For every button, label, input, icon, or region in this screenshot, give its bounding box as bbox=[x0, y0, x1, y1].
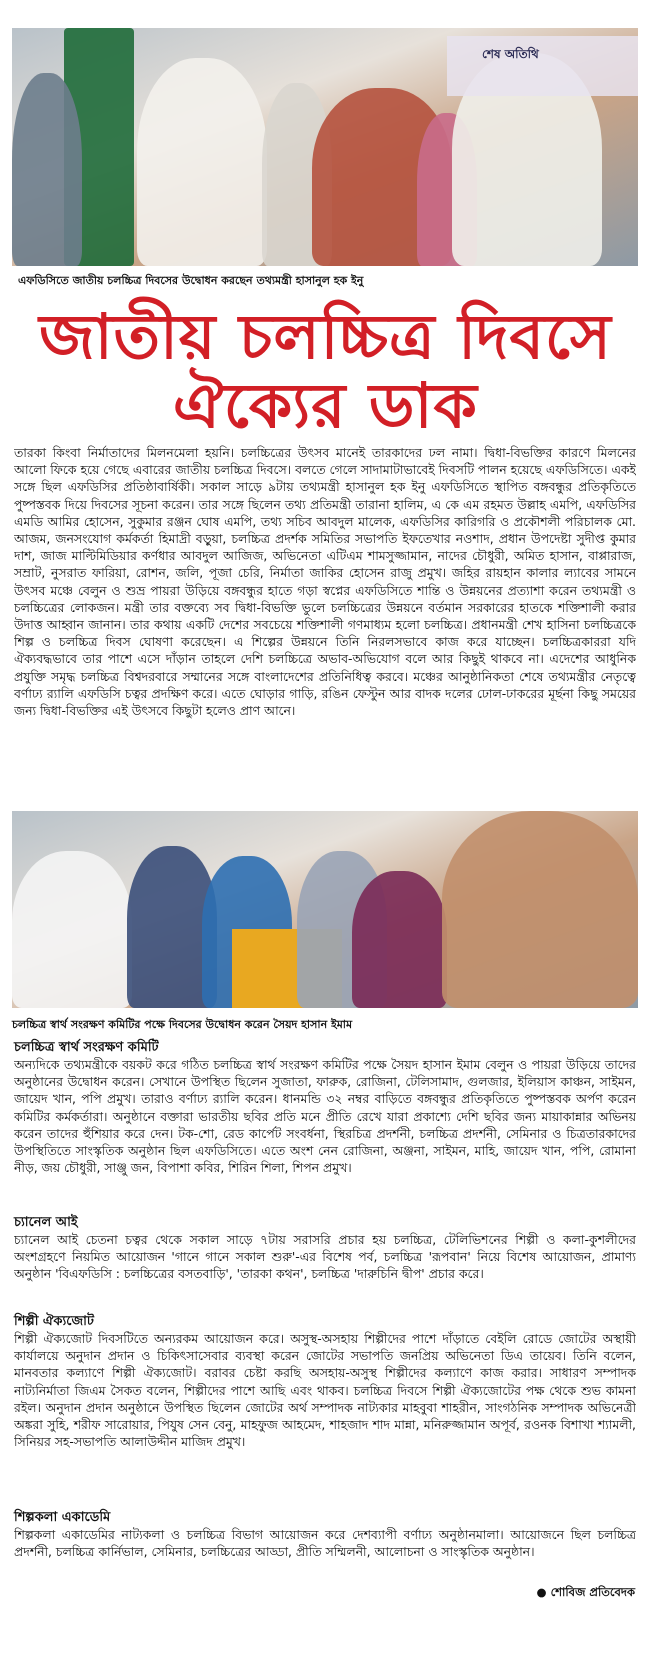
main-article-body: তারকা কিংবা নির্মাতাদের মিলনমেলা হয়নি। চলচ্চিত্রের উৎসব মানেই তারকাদের ঢল নামা। দ্বিধা-বিভক্তির কারণে মিলনের আলো ফিকে হয়ে গেছে এবারের জাতীয় চলচ্চিত্র দিবসে। বলতে গেলে সাদামাটাভাবেই দিবসটি পালন হয়েছে এফডিসিতে। একই সঙ্গে ছিল এফডিসির প্রতিষ্ঠাবার্ষিকী। সকাল সাড়ে ৯টায় তথ্যমন্ত্রী হাসানুল হক ইনু এফডিসিতে স্থাপিত বঙ্গবন্ধুর প্রতিকৃতিতে পুষ্পস্তবক দিয়ে দিবসের সূচনা করেন। তার সঙ্গে ছিলেন তথ্য প্রতিমন্ত্রী তারানা হালিম, এ কে এম রহমত উল্লাহ এমপি, এফডিসির এমডি আমির হোসেন, সুকুমার রঞ্জন ঘোষ এমপি, তথ্য সচিব আবদুল মালেক, এফডিসির কারিগরি ও প্রকৌশলী পরিচালক মো. আজম, জনসংযোগ কর্মকর্তা হিমাদ্রী বড়ুয়া, চলচ্চিত্র প্রদর্শক সমিতির সভাপতি ইফতেখার নওশাদ, প্রধান উপদেষ্টা সুদীপ্ত কুমার দাশ, জাজ মাল্টিমিডিয়ার কর্ণধার আবদুল আজিজ, অভিনেতা এটিএম শামসুজ্জামান, নাদের চৌধুরী, অমিত হাসান, বাপ্পারাজ, সম্রাট, নুসরাত ফারিয়া, রোশন, জলি, পূজা চেরি, নির্মাতা জাকির হোসেন রাজু প্রমুখ। জহির রায়হান কালার ল্যাবের সামনে উৎসব মঞ্চে বেলুন ও শুভ্র পায়রা উড়িয়ে বঙ্গবন্ধুর হাতে গড়া স্বপ্নের এফডিসিতে শান্তি ও উন্নয়নের প্রত্যাশা করেন তথ্যমন্ত্রী ও চলচ্চিত্রের লোকজন। মন্ত্রী তার বক্তব্যে সব দ্বিধা-বিভক্তি ভুলে চলচ্চিত্রের উন্নয়নে বর্তমান সরকারের হাতকে শক্তিশালী করার উদাত্ত আহ্বান জানান। তার কথায় একটি দেশের সবচেয়ে শক্তিশালী গণমাধ্যম হলো চলচ্চিত্র। প্রধানমন্ত্রী শেখ হাসিনা চলচ্চিত্রকে শিল্প ও চলচ্চিত্র দিবস ঘোষণা করেছেন। এ শিল্পের উন্নয়নে তিনি নিরলসভাবে কাজ করে যাচ্ছেন। চলচ্চিত্রকাররা যদি ঐক্যবদ্ধভাবে তার পাশে এসে দাঁড়ান তাহলে দেশি চলচ্চিত্রে অভাব-অভিযোগ বলে আর কিছুই থাকবে না। এদেশের আধুনিক প্রযুক্তি সমৃদ্ধ চলচ্চিত্র বিশ্বদরবারে সম্মানের সঙ্গে বাংলাদেশের প্রতিনিধিত্ব করবে। মঞ্চের আনুষ্ঠানিকতা শেষে তথ্যমন্ত্রীর নেতৃত্বে বর্ণাঢ্য র‍্যালি এফডিসি চত্বর প্রদক্ষিণ করে। এতে ঘোড়ার গাড়ি, রঙিন ফেস্টুন আর বাদক দলের ঢোল-ঢাকরের মূর্ছনা কিছু সময়ের জন্য দ্বিধা-বিভক্তির এই উৎসবে কিছুটা হলেও প্রাণ আনে। bbox=[14, 445, 636, 719]
section-body-channel-i: চ্যানেল আই চেতনা চত্বর থেকে সকাল সাড়ে ৭টায় সরাসরি প্রচার হয় চলচ্চিত্র, টেলিভিশনের শিল্পী ও কলা-কুশলীদের অংশগ্রহণে নিয়মিত আয়োজন 'গানে গানে সকাল শুরু'-এর বিশেষ পর্ব, চলচ্চিত্র 'রূপবান' নিয়ে বিশেষ আয়োজন, প্রামাণ্য অনুষ্ঠান 'বিএফডিসি : চলচ্চিত্রের বসতবাড়ি', 'তারকা কথন', চলচ্চিত্র 'দারুচিনি দ্বীপ' প্রচার করে। bbox=[14, 1232, 636, 1282]
top-photo-caption: এফডিসিতে জাতীয় চলচ্চিত্র দিবসের উদ্বোধন করছেন তথ্যমন্ত্রী হাসানুল হক ইনু bbox=[18, 274, 364, 287]
headline-line-2: ঐক্যের ডাক bbox=[173, 369, 478, 442]
section-title-shilpakala: শিল্পকলা একাডেমি bbox=[14, 1510, 111, 1525]
headline-line-1: জাতীয় চলচ্চিত্র দিবসে bbox=[39, 300, 612, 373]
section-title-committee: চলচ্চিত্র স্বার্থ সংরক্ষণ কমিটি bbox=[14, 1040, 159, 1055]
photo-banner-text: শেষ অতিথি bbox=[482, 47, 539, 61]
middle-photo-caption: চলচ্চিত্র স্বার্থ সংরক্ষণ কমিটির পক্ষে দিবসের উদ্বোধন করেন সৈয়দ হাসান ইমাম bbox=[12, 1018, 353, 1031]
section-title-shilpi-oikkojot: শিল্পী ঐক্যজোট bbox=[14, 1314, 94, 1329]
section-body-shilpi-oikkojot: শিল্পী ঐক্যজোট দিবসটিতে অন্যরকম আয়োজন করে। অসুস্থ-অসহায় শিল্পীদের পাশে দাঁড়াতে বেইলি রোডে জোটের অস্থায়ী কার্যালয়ে অনুদান প্রদান ও চিকিৎসাসেবার ব্যবস্থা করেন জোটের সভাপতি জনপ্রিয় অভিনেতা ডিএ তায়েব। তিনি বলেন, মানবতার কল্যাণে শিল্পী ঐক্যজোট। বরাবর চেষ্টা করছি অসহায়-অসুস্থ শিল্পীদের কল্যাণে কাজ করার। সাধারণ সম্পাদক নাট্যনির্মাতা জিএম সৈকত বলেন, শিল্পীদের পাশে আছি এবং থাকব। চলচ্চিত্র দিবসে শিল্পী ঐক্যজোটের পক্ষ থেকে শুভ কামনা রইল। অনুদান প্রদান অনুষ্ঠানে উপস্থিত ছিলেন জোটের অর্থ সম্পাদক নাট্যকার মাহবুবা শাহরীন, সাংগঠনিক সম্পাদক অভিনেত্রী অঙ্করা সুহি, শরীফ সারোয়ার, পিযুষ সেন বেনু, মাহফুজ আহমেদ, শাহজাদ শাদ মান্না, মনিরুজ্জামান অপূর্ব, রওনক বিশাখা শ্যামলী, সিনিয়র সহ-সভাপতি আলাউদ্দীন মাজিদ প্রমুখ। bbox=[14, 1331, 636, 1450]
section-body-committee: অন্যদিকে তথ্যমন্ত্রীকে বয়কট করে গঠিত চলচ্চিত্র স্বার্থ সংরক্ষণ কমিটির পক্ষে সৈয়দ হাসান ইমাম বেলুন ও পায়রা উড়িয়ে তাদের অনুষ্ঠানের উদ্বোধন করেন। সেখানে উপস্থিত ছিলেন সুজাতা, ফারুক, রোজিনা, টেলিসামাদ, গুলজার, ইলিয়াস কাঞ্চন, সাইমন, জায়েদ খান, পপি প্রমুখ। তারাও বর্ণাঢ্য র‍্যালি করেন। ধানমন্ডি ৩২ নম্বর বাড়িতে বঙ্গবন্ধুর প্রতিকৃতিতে পুষ্পস্তবক অর্পণ করেন কমিটির কর্মকর্তারা। অনুষ্ঠানে বক্তারা ভারতীয় ছবির প্রতি মনে প্রীতি রেখে যারা প্রকাশ্যে দেশি ছবির জন্য মায়াকান্নার অভিনয় করেন তাদের হুঁশিয়ার করে দেন। টক-শো, রেড কার্পেট সংবর্ধনা, স্থিরচিত্র প্রদর্শনী, চলচ্চিত্র প্রদর্শনী, সেমিনার ও চিত্রতারকাদের উপস্থিতিতে সাংস্কৃতিক অনুষ্ঠান ছিল এফডিসিতে। এতে অংশ নেন রোজিনা, অঞ্জনা, সাইমন, মাহি, জায়েদ খান, পপি, রোমানা নীড়, জয় চৌধুরী, সাঞ্জু জন, বিপাশা কবির, শিরিন শিলা, শিপন প্রমুখ। bbox=[14, 1057, 636, 1176]
section-body-shilpakala: শিল্পকলা একাডেমির নাট্যকলা ও চলচ্চিত্র বিভাগ আয়োজন করে দেশব্যাপী বর্ণাঢ্য অনুষ্ঠানমালা। আয়োজনে ছিল চলচ্চিত্র প্রদর্শনী, চলচ্চিত্র কার্নিভাল, সেমিনার, চলচ্চিত্রের আড্ডা, প্রীতি সম্মিলনী, আলোচনা ও সাংস্কৃতিক অনুষ্ঠান। bbox=[14, 1527, 636, 1560]
top-photo bbox=[12, 28, 638, 266]
middle-photo bbox=[12, 811, 638, 1008]
section-title-channel-i: চ্যানেল আই bbox=[14, 1215, 78, 1230]
byline: ● শোবিজ প্রতিবেদক bbox=[536, 1585, 635, 1599]
